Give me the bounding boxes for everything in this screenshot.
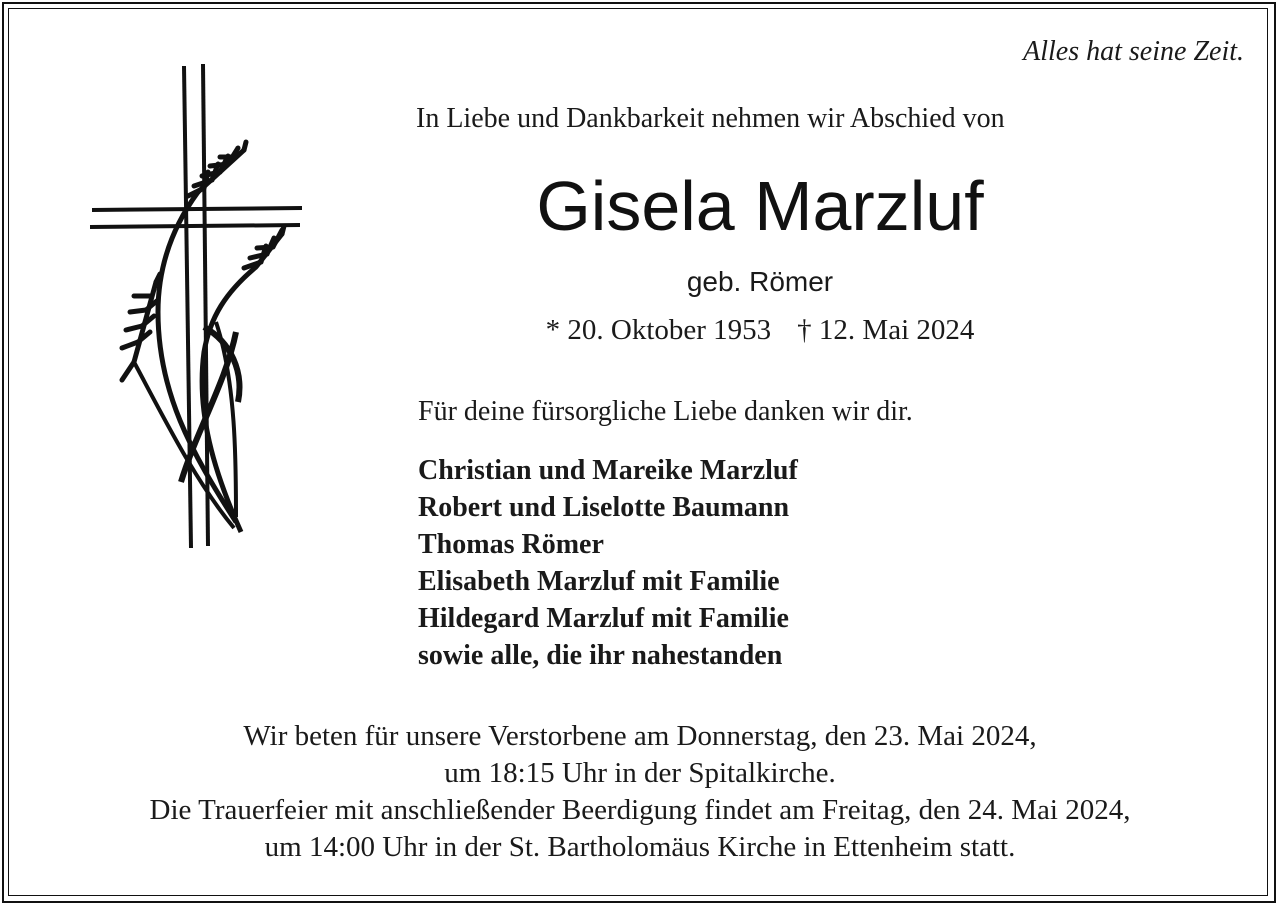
mourners-list bbox=[418, 452, 798, 674]
service-line: um 18:15 Uhr in der Spitalkirche. bbox=[444, 757, 836, 789]
service-line: Die Trauerfeier mit anschließender Beerdigung findet am Freitag, den 24. Mai 2024, bbox=[149, 794, 1131, 826]
mourner-entry: Elisabeth Marzluf mit Familie bbox=[418, 566, 780, 597]
mourner-entry: Robert und Liselotte Baumann bbox=[418, 492, 790, 523]
motto: Alles hat seine Zeit. bbox=[1023, 36, 1244, 67]
service-line: Wir beten für unsere Verstorbene am Donnerstag, den 23. Mai 2024, bbox=[243, 720, 1037, 752]
deceased-name: Gisela Marzluf bbox=[536, 167, 984, 245]
mourner-entry: Christian und Mareike Marzluf bbox=[418, 455, 798, 486]
maiden-name: geb. Römer bbox=[686, 266, 834, 297]
life-dates bbox=[340, 314, 1180, 347]
birth-date: * 20. Oktober 1953 bbox=[545, 314, 772, 346]
mourner-entry: Hildegard Marzluf mit Familie bbox=[418, 603, 789, 634]
cross-with-wheat-icon bbox=[86, 62, 306, 552]
mourner-entry: sowie alle, die ihr nahestanden bbox=[418, 640, 783, 671]
mourner-entry: Thomas Römer bbox=[418, 529, 604, 560]
service-line: um 14:00 Uhr in der St. Bartholomäus Kirche in Ettenheim statt. bbox=[264, 831, 1016, 863]
intro-line: In Liebe und Dankbarkeit nehmen wir Abschied von bbox=[416, 103, 1005, 134]
thanks-line: Für deine fürsorgliche Liebe danken wir dir. bbox=[418, 396, 913, 427]
service-details bbox=[40, 718, 1240, 866]
death-date: † 12. Mai 2024 bbox=[797, 314, 975, 346]
